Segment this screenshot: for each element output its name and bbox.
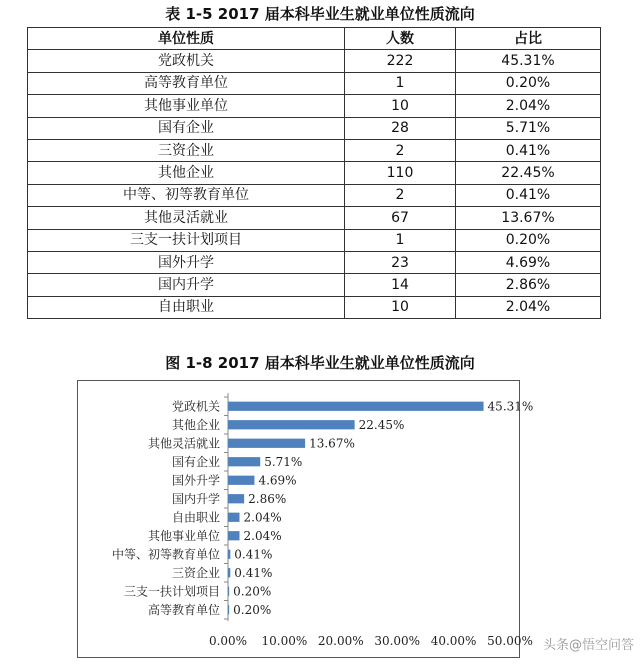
cell-count: 1 xyxy=(345,72,456,94)
table-row xyxy=(28,229,601,251)
watermark: 头条@悟空问答 xyxy=(542,638,634,653)
category-label: 高等教育单位 xyxy=(147,602,220,617)
category-label: 国外升学 xyxy=(171,473,220,488)
cell-unit-type: 党政机关 xyxy=(28,50,345,72)
data-label: 4.69% xyxy=(258,473,297,488)
data-label: 5.71% xyxy=(264,454,303,469)
x-tick-label: 0.00% xyxy=(208,634,248,648)
cell-unit-type: 三资企业 xyxy=(28,139,345,161)
data-label: 45.31% xyxy=(487,399,534,414)
category-label: 其他事业单位 xyxy=(147,528,220,543)
cell-ratio: 45.31% xyxy=(456,50,601,72)
data-label: 0.41% xyxy=(234,565,273,580)
cell-ratio: 4.69% xyxy=(456,251,601,273)
bar-chart xyxy=(77,380,534,658)
category-label: 其他企业 xyxy=(171,417,220,432)
bar xyxy=(228,476,254,485)
cell-count: 67 xyxy=(345,207,456,229)
cell-ratio: 22.45% xyxy=(456,162,601,184)
bar xyxy=(228,587,229,596)
cell-unit-type: 高等教育单位 xyxy=(28,72,345,94)
cell-count: 14 xyxy=(345,274,456,296)
cell-count: 28 xyxy=(345,117,456,139)
header-unit-type: 单位性质 xyxy=(28,28,345,50)
cell-ratio: 2.04% xyxy=(456,95,601,117)
bar xyxy=(228,402,484,411)
data-label: 22.45% xyxy=(358,417,405,432)
x-tick-label: 10.00% xyxy=(261,634,308,648)
bar xyxy=(228,494,244,503)
cell-ratio: 2.04% xyxy=(456,296,601,318)
category-label: 自由职业 xyxy=(171,510,220,525)
bar xyxy=(228,568,230,577)
data-label: 2.86% xyxy=(248,491,287,506)
table-row xyxy=(28,72,601,94)
header-count: 人数 xyxy=(345,28,456,50)
cell-ratio: 2.86% xyxy=(456,274,601,296)
table-row xyxy=(28,95,601,117)
cell-count: 2 xyxy=(345,139,456,161)
data-label: 0.20% xyxy=(233,602,272,617)
cell-count: 10 xyxy=(345,296,456,318)
category-label: 国有企业 xyxy=(171,454,220,469)
category-label: 三支一扶计划项目 xyxy=(123,584,220,599)
data-label: 13.67% xyxy=(309,436,355,451)
data-label: 2.04% xyxy=(243,510,282,525)
cell-unit-type: 三支一扶计划项目 xyxy=(28,229,345,251)
category-label: 党政机关 xyxy=(171,399,220,414)
cell-unit-type: 其他企业 xyxy=(28,162,345,184)
table-header-row xyxy=(28,28,601,50)
cell-count: 1 xyxy=(345,229,456,251)
data-label: 0.20% xyxy=(233,584,272,599)
x-tick-label: 20.00% xyxy=(317,634,364,648)
table-row xyxy=(28,274,601,296)
header-ratio: 占比 xyxy=(456,28,601,50)
category-label: 国内升学 xyxy=(171,491,220,506)
table-row xyxy=(28,207,601,229)
table-row xyxy=(28,117,601,139)
table-row xyxy=(28,50,601,72)
x-tick-label: 30.00% xyxy=(374,634,421,648)
bar xyxy=(228,550,230,559)
table-row xyxy=(28,162,601,184)
chart-title: 图 1-8 2017 届本科毕业生就业单位性质流向 xyxy=(165,354,475,372)
cell-ratio: 5.71% xyxy=(456,117,601,139)
category-label: 中等、初等教育单位 xyxy=(111,547,220,562)
cell-unit-type: 中等、初等教育单位 xyxy=(28,184,345,206)
cell-unit-type: 国外升学 xyxy=(28,251,345,273)
x-tick-label: 50.00% xyxy=(487,634,533,648)
cell-count: 2 xyxy=(345,184,456,206)
bar xyxy=(228,513,240,522)
bar-chart-svg xyxy=(78,381,534,659)
table-row xyxy=(28,251,601,273)
data-label: 2.04% xyxy=(243,528,282,543)
table-row xyxy=(28,139,601,161)
cell-ratio: 13.67% xyxy=(456,207,601,229)
table-row xyxy=(28,184,601,206)
bar xyxy=(228,457,260,466)
cell-unit-type: 其他事业单位 xyxy=(28,95,345,117)
cell-unit-type: 自由职业 xyxy=(28,296,345,318)
cell-unit-type: 国内升学 xyxy=(28,274,345,296)
cell-count: 222 xyxy=(345,50,456,72)
cell-ratio: 0.41% xyxy=(456,184,601,206)
x-tick-label: 40.00% xyxy=(430,634,477,648)
cell-ratio: 0.20% xyxy=(456,229,601,251)
bar xyxy=(228,605,229,614)
cell-ratio: 0.20% xyxy=(456,72,601,94)
category-label: 其他灵活就业 xyxy=(147,436,220,451)
data-label: 0.41% xyxy=(234,547,273,562)
cell-unit-type: 其他灵活就业 xyxy=(28,207,345,229)
table-row xyxy=(28,296,601,318)
employment-table xyxy=(27,27,601,319)
cell-count: 10 xyxy=(345,95,456,117)
category-label: 三资企业 xyxy=(171,565,220,580)
table-title: 表 1-5 2017 届本科毕业生就业单位性质流向 xyxy=(165,5,475,23)
cell-count: 23 xyxy=(345,251,456,273)
bar xyxy=(228,439,305,448)
bar xyxy=(228,420,355,429)
cell-count: 110 xyxy=(345,162,456,184)
bar xyxy=(228,531,240,540)
cell-ratio: 0.41% xyxy=(456,139,601,161)
cell-unit-type: 国有企业 xyxy=(28,117,345,139)
